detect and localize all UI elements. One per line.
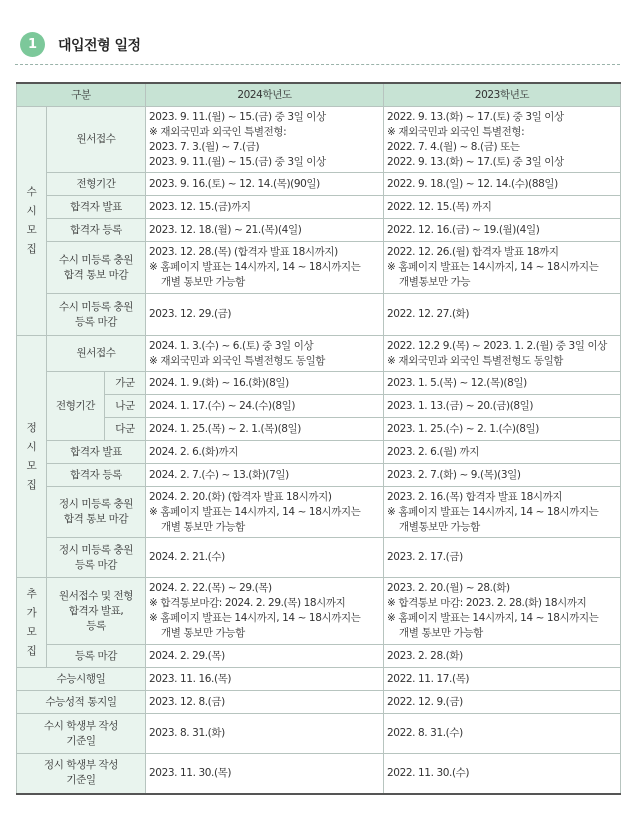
cell-2024: 2023. 12. 15.(금)까지 (146, 196, 384, 219)
row-label: 합격자 발표 (47, 441, 146, 464)
section-header (0, 0, 637, 62)
cell-2023: 2023. 1. 25.(수) ~ 2. 1.(수)(8일) (384, 418, 621, 441)
cell-2024: 2023. 11. 16.(목) (146, 668, 384, 691)
cell-2023: 2022. 9. 13.(화) ~ 17.(토) 중 3일 이상 ※ 재외국민과 외국인 특별전형: 2022. 7. 4.(월) ~ 8.(금) 또는 2022. 9. 13.(화) ~ 17.(토) 중 3일 이상 (384, 107, 621, 173)
admission-schedule-table (16, 82, 621, 795)
cell-2024: 2024. 2. 7.(수) ~ 13.(화)(7일) (146, 464, 384, 487)
cell-2024: 2023. 9. 11.(월) ~ 15.(금) 중 3일 이상 ※ 재외국민과 외국인 특별전형: 2023. 7. 3.(월) ~ 7.(금) 2023. 9. 11.(월) ~ 15.(금) 중 3일 이상 (146, 107, 384, 173)
group-label-jeongsi: 정 시 모 집 (17, 336, 47, 578)
cell-2024: 2023. 12. 8.(금) (146, 691, 384, 714)
cell-2024: 2023. 12. 18.(월) ~ 21.(목)(4일) (146, 219, 384, 242)
cell-2023: 2022. 12. 15.(목) 까지 (384, 196, 621, 219)
cell-2023: 2022. 8. 31.(수) (384, 714, 621, 754)
cell-2024: 2023. 11. 30.(목) (146, 754, 384, 794)
table-row (17, 441, 621, 464)
section-number-badge: 1 (20, 32, 45, 57)
cell-2024: 2023. 12. 29.(금) (146, 294, 384, 336)
section-title: 대입전형 일정 (58, 38, 141, 54)
header-2023: 2023학년도 (384, 83, 621, 107)
cell-2023: 2023. 2. 6.(월) 까지 (384, 441, 621, 464)
group-label-chuga: 추 가 모 집 (17, 578, 47, 668)
cell-2023: 2023. 2. 7.(화) ~ 9.(목)(3일) (384, 464, 621, 487)
cell-2023: 2022. 9. 18.(일) ~ 12. 14.(수)(88일) (384, 173, 621, 196)
cell-2023: 2023. 2. 28.(화) (384, 645, 621, 668)
row-label: 등록 마감 (47, 645, 146, 668)
table-row (17, 372, 621, 395)
row-label: 합격자 등록 (47, 219, 146, 242)
cell-2024: 2024. 2. 22.(목) ~ 29.(목) ※ 합격통보마감: 2024. 2. 29.(목) 18시까지 ※ 홈페이지 발표는 14시까지, 14 ~ 18시까지는 개별 통보만 가능함 (146, 578, 384, 645)
cell-2024: 2024. 2. 20.(화) (합격자 발표 18시까지) ※ 홈페이지 발표는 14시까지, 14 ~ 18시까지는 개별 통보만 가능함 (146, 487, 384, 538)
row-label: 정시 미등록 충원 합격 통보 마감 (47, 487, 146, 538)
table-row (17, 196, 621, 219)
row-label: 정시 미등록 충원 등록 마감 (47, 538, 146, 578)
table-row (17, 395, 621, 418)
table-row (17, 464, 621, 487)
row-label-period: 전형기간 (47, 372, 105, 441)
cell-2023: 2023. 2. 17.(금) (384, 538, 621, 578)
row-label: 수시 미등록 충원 합격 통보 마감 (47, 242, 146, 294)
cell-2023: 2022. 12. 27.(화) (384, 294, 621, 336)
cell-2023: 2022. 12.2 9.(목) ~ 2023. 1. 2.(월) 중 3일 이상 ※ 재외국민과 외국인 특별전형도 동일함 (384, 336, 621, 372)
table-row (17, 645, 621, 668)
header-divider (15, 64, 620, 65)
row-label: 합격자 등록 (47, 464, 146, 487)
cell-2024: 2024. 1. 17.(수) ~ 24.(수)(8일) (146, 395, 384, 418)
row-label: 정시 학생부 작성 기준일 (17, 754, 146, 794)
cell-2024: 2024. 2. 21.(수) (146, 538, 384, 578)
row-label: 원서접수 (47, 107, 146, 173)
cell-2024: 2023. 9. 16.(토) ~ 12. 14.(목)(90일) (146, 173, 384, 196)
row-label: 원서접수 및 전형 합격자 발표, 등록 (47, 578, 146, 645)
cell-2023: 2022. 12. 9.(금) (384, 691, 621, 714)
header-category: 구분 (17, 83, 146, 107)
table-row (17, 173, 621, 196)
table-row (17, 336, 621, 372)
table-row (17, 294, 621, 336)
cell-2023: 2023. 2. 20.(월) ~ 28.(화) ※ 합격통보 마감: 2023. 2. 28.(화) 18시까지 ※ 홈페이지 발표는 14시까지, 14 ~ 18시까지는 개별 통보만 가능함 (384, 578, 621, 645)
cell-2023: 2023. 2. 16.(목) 합격자 발표 18시까지 ※ 홈페이지 발표는 14시까지, 14 ~ 18시까지는 개별통보만 가능함 (384, 487, 621, 538)
cell-2023: 2022. 11. 30.(수) (384, 754, 621, 794)
row-label: 수시 학생부 작성 기준일 (17, 714, 146, 754)
table-row (17, 754, 621, 794)
row-label: 합격자 발표 (47, 196, 146, 219)
cell-2024: 2024. 1. 3.(수) ~ 6.(토) 중 3일 이상 ※ 재외국민과 외국인 특별전형도 동일함 (146, 336, 384, 372)
group-label-susi: 수 시 모 집 (17, 107, 47, 336)
subgroup-label-da: 다군 (105, 418, 146, 441)
row-label: 수시 미등록 충원 등록 마감 (47, 294, 146, 336)
row-label: 수능시행일 (17, 668, 146, 691)
cell-2023: 2023. 1. 5.(목) ~ 12.(목)(8일) (384, 372, 621, 395)
subgroup-label-ga: 가군 (105, 372, 146, 395)
row-label: 원서접수 (47, 336, 146, 372)
table-row (17, 691, 621, 714)
table-row (17, 242, 621, 294)
table-row (17, 418, 621, 441)
table-row (17, 578, 621, 645)
cell-2024: 2024. 1. 25.(목) ~ 2. 1.(목)(8일) (146, 418, 384, 441)
cell-2024: 2024. 2. 6.(화)까지 (146, 441, 384, 464)
cell-2023: 2022. 12. 26.(월) 합격자 발표 18까지 ※ 홈페이지 발표는 14시까지, 14 ~ 18시까지는 개별통보만 가능 (384, 242, 621, 294)
cell-2023: 2022. 11. 17.(목) (384, 668, 621, 691)
cell-2024: 2024. 2. 29.(목) (146, 645, 384, 668)
table-row (17, 487, 621, 538)
table-row (17, 219, 621, 242)
cell-2024: 2024. 1. 9.(화) ~ 16.(화)(8일) (146, 372, 384, 395)
cell-2023: 2023. 1. 13.(금) ~ 20.(금)(8일) (384, 395, 621, 418)
table-row (17, 714, 621, 754)
header-2024: 2024학년도 (146, 83, 384, 107)
subgroup-label-na: 나군 (105, 395, 146, 418)
header-row (17, 83, 621, 107)
cell-2024: 2023. 8. 31.(화) (146, 714, 384, 754)
row-label: 전형기간 (47, 173, 146, 196)
table-row (17, 538, 621, 578)
cell-2023: 2022. 12. 16.(금) ~ 19.(월)(4일) (384, 219, 621, 242)
cell-2024: 2023. 12. 28.(목) (합격자 발표 18시까지) ※ 홈페이지 발표는 14시까지, 14 ~ 18시까지는 개별 통보만 가능함 (146, 242, 384, 294)
row-label: 수능성적 통지일 (17, 691, 146, 714)
table-row (17, 107, 621, 173)
table-row (17, 668, 621, 691)
